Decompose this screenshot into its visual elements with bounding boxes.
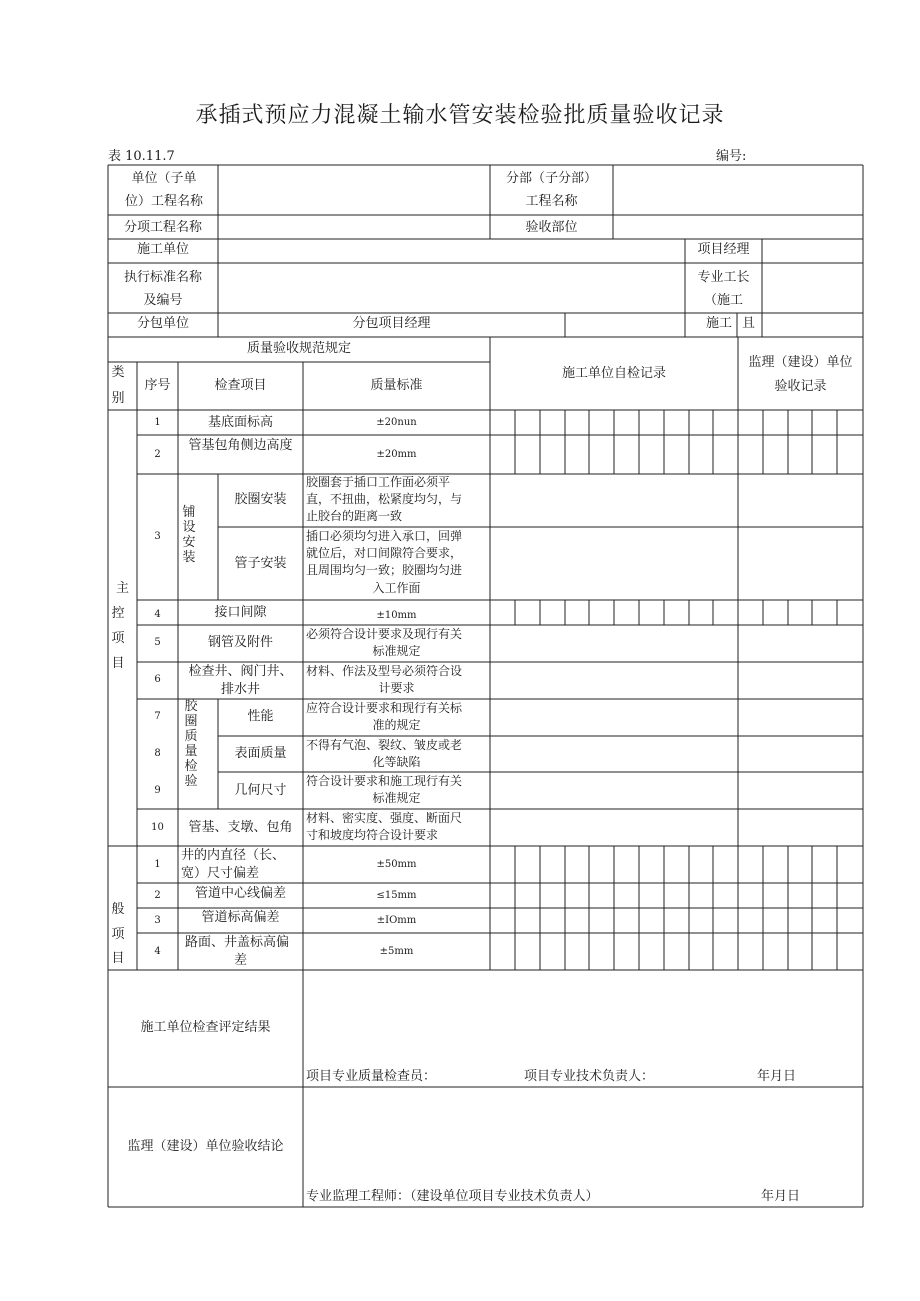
- main-category-label-2: 控: [111, 606, 125, 621]
- main-row-1-standard: ±20nun: [376, 417, 417, 428]
- main-row-3a-item: 胶圈安装: [234, 492, 287, 507]
- category-header-1: 类: [111, 365, 125, 380]
- unit-project-name-label-1: 单位（子单: [131, 171, 197, 186]
- main-row-7-standard-2: 准的规定: [372, 718, 421, 732]
- supervisor-label: 专业监理工程师：（建设单位项目专业技术负责人）: [306, 1189, 599, 1204]
- general-row-2-no: 2: [154, 890, 161, 901]
- main-row-9-standard-2: 标准规定: [372, 791, 421, 805]
- general-row-4-item-1: 路面、井盖标高偏: [185, 935, 290, 950]
- team-leader-label-b: 且: [742, 316, 756, 331]
- main-category-label-1: 主: [115, 581, 129, 596]
- foreman-label-2: （施工: [703, 293, 743, 308]
- main-row-7-standard-1: 应符合设计要求和现行有关标: [306, 701, 463, 715]
- date-2: 年月日: [761, 1189, 801, 1204]
- main-row-10-standard-1: 材料、密实度、强度、断面尺: [306, 811, 463, 825]
- sub-division-label-1: 分部（子分部）: [505, 171, 597, 186]
- main-row-3b-standard-4: 入工作面: [372, 581, 421, 595]
- check-item-header: 检查项目: [214, 378, 267, 393]
- main-row-6-no: 6: [154, 674, 161, 685]
- main-row-10-item: 管基、支墩、包角: [188, 820, 293, 835]
- main-row-2-item: 管基包角侧边高度: [188, 438, 293, 453]
- general-row-3-standard: ±IOmm: [376, 915, 417, 926]
- general-row-1-item-2: 宽）尺寸偏差: [181, 866, 260, 881]
- main-row-9-no: 9: [154, 785, 161, 796]
- main-row-1-no: 1: [154, 417, 161, 428]
- standard-name-label-1: 执行标准名称: [123, 270, 202, 285]
- category-header-2: 别: [111, 391, 125, 406]
- main-row-3b-item: 管子安装: [234, 556, 287, 571]
- subcontractor-label: 分包单位: [136, 316, 189, 331]
- main-row-8-standard-2: 化等缺陷: [372, 755, 421, 769]
- main-row-10-standard-2: 寸和坡度均符合设计要求: [306, 828, 439, 842]
- unit-project-name-field[interactable]: [220, 170, 488, 212]
- main-row-9-standard-1: 符合设计要求和施工现行有关: [306, 774, 463, 788]
- general-row-4-no: 4: [154, 946, 161, 957]
- general-row-2-item: 管道中心线偏差: [194, 886, 286, 901]
- main-row-3-no: 3: [154, 531, 161, 542]
- main-row-4-no: 4: [154, 609, 161, 620]
- foreman-label-1: 专业工长: [697, 270, 750, 285]
- construction-unit-label: 施工单位: [136, 242, 189, 257]
- page-title: 承插式预应力混凝土输水管安装检验批质量验收记录: [195, 103, 725, 128]
- spec-header: 质量验收规范规定: [246, 341, 351, 356]
- main-row-7-group: 胶圈质量检验: [184, 699, 198, 789]
- self-check-header: 施工单位自检记录: [561, 366, 666, 381]
- standard-header: 质量标准: [370, 378, 423, 393]
- supervision-conclusion-label: 监理（建设）单位验收结论: [127, 1139, 284, 1154]
- main-row-7-item: 性能: [247, 709, 274, 724]
- general-row-2-standard: ≤15mm: [376, 890, 417, 901]
- main-row-6-item-2: 排水井: [220, 682, 260, 697]
- main-row-5-item: 钢管及附件: [207, 635, 273, 650]
- main-row-5-standard-1: 必须符合设计要求及现行有关: [306, 627, 463, 641]
- general-category-label-1: 般: [111, 902, 125, 917]
- main-row-8-no: 8: [154, 748, 161, 759]
- main-row-3-group: 铺设安装: [182, 505, 196, 565]
- main-category-label-3: 项: [111, 631, 125, 646]
- main-row-3a-standard-1: 胶圈套于插口工作面必须平: [306, 475, 451, 489]
- item-project-name-label: 分项工程名称: [123, 220, 202, 235]
- main-row-3b-standard-2: 就位后，对口间隙符合要求，: [306, 546, 463, 560]
- serial-number-label: 编号:: [716, 149, 747, 164]
- construction-result-label: 施工单位检查评定结果: [140, 1020, 271, 1035]
- supervision-header-1: 监理（建设）单位: [748, 355, 853, 370]
- main-row-7-no: 7: [154, 711, 161, 722]
- main-row-5-standard-2: 标准规定: [372, 644, 421, 658]
- team-leader-label-a: 施工: [706, 316, 733, 331]
- quality-inspector-label: 项目专业质量检查员：: [306, 1069, 437, 1084]
- general-row-3-no: 3: [154, 915, 161, 926]
- main-row-8-item: 表面质量: [234, 746, 287, 761]
- main-row-1-item: 基底面标高: [207, 415, 273, 430]
- sub-division-label-2: 工程名称: [525, 194, 578, 209]
- main-row-6-standard-2: 计要求: [378, 681, 415, 695]
- general-category-label-2: 项: [111, 927, 125, 942]
- main-row-5-no: 5: [154, 637, 161, 648]
- main-row-3a-standard-3: 止胶台的距离一致: [306, 509, 403, 523]
- main-row-4-item: 接口间隙: [214, 605, 267, 620]
- standard-name-label-2: 及编号: [143, 293, 183, 308]
- main-row-10-no: 10: [151, 822, 164, 833]
- main-row-6-item-1: 检查井、阀门井、: [188, 664, 293, 679]
- general-row-3-item: 管道标高偏差: [201, 910, 280, 925]
- tech-lead-label: 项目专业技术负责人：: [524, 1069, 655, 1084]
- main-category-label-4: 目: [111, 656, 125, 671]
- supervision-header-2: 验收记录: [774, 379, 827, 394]
- general-row-1-no: 1: [154, 859, 161, 870]
- main-row-2-standard: ±20mm: [376, 449, 417, 460]
- general-row-1-item-1: 井的内直径（长、: [181, 848, 286, 863]
- unit-project-name-label-2: 位）工程名称: [124, 194, 203, 209]
- table-number: 表 10.11.7: [108, 149, 175, 164]
- subcontract-manager-label: 分包项目经理: [352, 316, 431, 331]
- main-row-2-no: 2: [154, 449, 161, 460]
- main-row-3b-standard-1: 插口必须均匀进入承口，回弹: [306, 529, 463, 543]
- acceptance-part-label: 验收部位: [525, 220, 578, 235]
- date-1: 年月日: [757, 1069, 797, 1084]
- main-row-4-standard: ±10mm: [376, 610, 417, 621]
- general-row-1-standard: ±50mm: [376, 859, 417, 870]
- main-row-6-standard-1: 材料、作法及型号必须符合设: [306, 664, 463, 678]
- seq-header: 序号: [144, 378, 171, 393]
- project-manager-label: 项目经理: [697, 242, 750, 257]
- main-row-3b-standard-3: 且周围均匀一致；胶圈均匀进: [306, 563, 463, 577]
- general-category-label-3: 目: [111, 951, 125, 966]
- main-row-3a-standard-2: 直，不扭曲，松紧度均匀，与: [306, 492, 463, 506]
- general-row-4-standard: ±5mm: [379, 946, 414, 957]
- general-row-4-item-2: 差: [233, 953, 247, 968]
- main-row-8-standard-1: 不得有气泡、裂纹、皱皮或老: [306, 738, 463, 752]
- main-row-9-item: 几何尺寸: [234, 783, 287, 798]
